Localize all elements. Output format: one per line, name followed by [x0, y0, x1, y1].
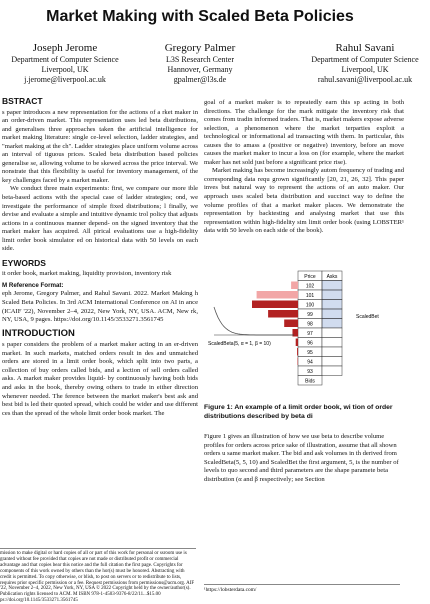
author-location: Liverpool, UK	[0, 65, 130, 75]
left-column	[0, 95, 198, 418]
right-paragraph-2: Market making has become increasingly autom frequency of trading and corresponding data requ grown significantly [20, 21, 26, 32]. This paper inves but natural way to represent the actions of an auto maker. Our approach uses scaled beta distribution and succinct way to define the volume profiles of that a market maker places. We demonstrate the representation by backtesting and analysing market that use this representation within high-fidelity sim limit order book (using LOBSTER¹ data with 50 levels on each side of the book).	[204, 167, 404, 235]
right-column	[204, 99, 404, 236]
reference-format-text: eph Jerome, Gregory Palmer, and Rahul Savani. 2022. Market Making h Scaled Beta Policies. In 3rd ACM International Conference on AI in ance (ICAIF '22), November 2–4, 2022, New York, NY, USA. ACM, New rk, NY, USA, 9 pages. https://doi.org/10.1145/3533271.3561745	[2, 290, 198, 324]
price-label: 94	[307, 360, 313, 366]
author-location: Hannover, Germany	[140, 65, 260, 75]
author-location: Liverpool, UK	[300, 65, 430, 75]
price-label: 101	[306, 293, 315, 299]
author-email: gpalmer@l3s.de	[140, 75, 260, 85]
keywords-text: it order book, market making, liquidity provision, inventory risk	[2, 270, 198, 279]
bid-volume-bar	[291, 282, 298, 290]
introduction-heading: INTRODUCTION	[2, 330, 198, 339]
abstract-text-2: We conduct three main experiments: first, we compare our more ible beta-based actions with the special case of ladder strategies; ond, we investigate the performance of simple fixed distributions; l finally, we devise and evaluate a simple and intuitive dynamic trol policy that adjusts actions in a continuous manner depend- on the signed inventory that the market maker has acquired. All pirical evaluations use a high-fidelity limit order book simulator ed on historical data with 50 levels on each side.	[2, 185, 198, 253]
price-label: 98	[307, 322, 313, 328]
asks-header-label: Asks	[327, 274, 338, 280]
limit-order-book-figure	[206, 263, 396, 403]
right-paragraph-1: goal of a market maker is to repeatedly earn this sp acting in both directions. The challenge for the mark mitigate the inventory risk that comes from tradin informed traders. That is, market makers expose adverse selection, a phenomenon where the market terparties exploit a technological or informational ad transacting with them. In particular, this causes the to amass a (positive or negative) inventory, before an move causes the market maker to incur a loss on (for example, where the market maker has net sold just before a significant price rise).	[204, 99, 404, 167]
ask-cell	[322, 338, 342, 348]
author-3	[300, 42, 430, 85]
figure-description-paragraph: Figure 1 gives an illustration of how we use beta to describe volume profiles for orders across price sake of illustration, assume that all shown orders u same market maker. The bid and ask volumes in th derived from ScaledBeta(5, 5, 10) and ScaledBet the first argument, 5, is the number of levels to quo second and third parameters are the shape paramete beta distribution (α and β respectively; see Section	[204, 433, 400, 484]
ask-cell	[322, 309, 342, 319]
ask-cell	[322, 281, 342, 291]
figure-caption: Figure 1: An example of a limit order book, wi tion of order distributions described by beta di	[204, 403, 400, 421]
bid-volume-bar	[297, 348, 298, 356]
author-name: Rahul Savani	[300, 42, 430, 55]
figure-1	[206, 263, 396, 403]
author-email: j.jerome@liverpool.ac.uk	[0, 75, 130, 85]
bid-volume-bar	[268, 310, 298, 318]
beta-formula-left: ScaledBeta(5, α = 1, β = 10)	[208, 341, 271, 347]
ask-cell	[322, 328, 342, 338]
abstract-heading: BSTRACT	[2, 97, 198, 106]
price-label: 99	[307, 312, 313, 318]
price-header-label: Price	[304, 274, 316, 280]
author-affiliation: L3S Research Center	[140, 55, 260, 65]
price-label: 102	[306, 284, 315, 290]
ask-cell	[322, 366, 342, 376]
ask-cell	[322, 290, 342, 300]
copyright-footnote: mission to make digital or hard copies of all or part of this work for personal or ssroom use is granted without fee provided that copies are not made or distributed profit or commercial advantage and that copies bear this notice and the full citation the first page. Copyrights for components of this work owned by others than the hor(s) must be honored. Abstracting with credit is permitted. To copy otherwise, or blish, to post on servers or to redistribute to lists, requires prior specific permission or a fee. Request permissions from permissions@acm.org. AIF '22, November 2–4, 2022, New York, NY, USA © 2022 Copyright held by the owner/author(s). Publication rights licensed to ACM. M ISBN 978-1-4503-9376-8/22/11...$15.00 ps://doi.org/10.1145/3533271.3561745	[0, 548, 196, 604]
author-affiliation: Department of Computer Science	[300, 55, 430, 65]
author-email: rahul.savani@liverpool.ac.uk	[300, 75, 430, 85]
keywords-heading: EYWORDS	[2, 259, 198, 268]
ask-cell	[322, 347, 342, 357]
beta-formula-right: ScaledBet	[356, 314, 379, 320]
price-label: 95	[307, 350, 313, 356]
price-label: 97	[307, 331, 313, 337]
author-2	[140, 42, 260, 85]
author-name: Joseph Jerome	[0, 42, 130, 55]
bid-volume-bar	[252, 301, 298, 309]
author-1	[0, 42, 130, 85]
price-label: 93	[307, 369, 313, 375]
bid-volume-bar	[296, 339, 298, 347]
bid-volume-bar	[284, 320, 298, 328]
bids-header-label: Bids	[305, 379, 315, 385]
ask-cell	[322, 319, 342, 329]
price-label: 100	[306, 303, 315, 309]
reference-format-heading: M Reference Format:	[2, 282, 198, 291]
abstract-text: s paper introduces a new representation for the actions of a rket maker in an order-driven market. This representation uses led beta distributions, and generalises three approaches taken the artificial intelligence for market making literature: single ce-level selection, ladder strategies, and "market making at the ch". Ladder strategies place uniform volume across an interval of tiguous prices. Scaled beta distribution based policies generalise se, allowing volume to be skewed across the price interval. We nonstrate that this flexibility is useful for inventory management, of the key challenges faced by a market maker.	[2, 109, 198, 186]
price-label: 96	[307, 341, 313, 347]
author-affiliation: Department of Computer Science	[0, 55, 130, 65]
lobster-footnote: ¹https://lobsterdata.com/	[204, 584, 400, 593]
bid-volume-bar	[257, 291, 298, 299]
ask-cell	[322, 300, 342, 310]
paper-title: Market Making with Scaled Beta Policies	[0, 8, 400, 26]
author-name: Gregory Palmer	[140, 42, 260, 55]
introduction-text: s paper considers the problem of a market maker acting in an er-driven market. In such markets, matched orders result in des and unmatched orders are stored in a limit order book, which split into two parts, a collection of buy orders called bids, and a lection of sell orders called asks. A market maker provides liquid- by continuously having both bids and asks in the book, thereby owing others to trade in either direction whenever needed. The ference between the market maker's best ask and best bid is led their quoted spread, which could be wider and use different ces than the spread of the whole limit order book market. The	[2, 341, 198, 418]
ask-cell	[322, 357, 342, 367]
